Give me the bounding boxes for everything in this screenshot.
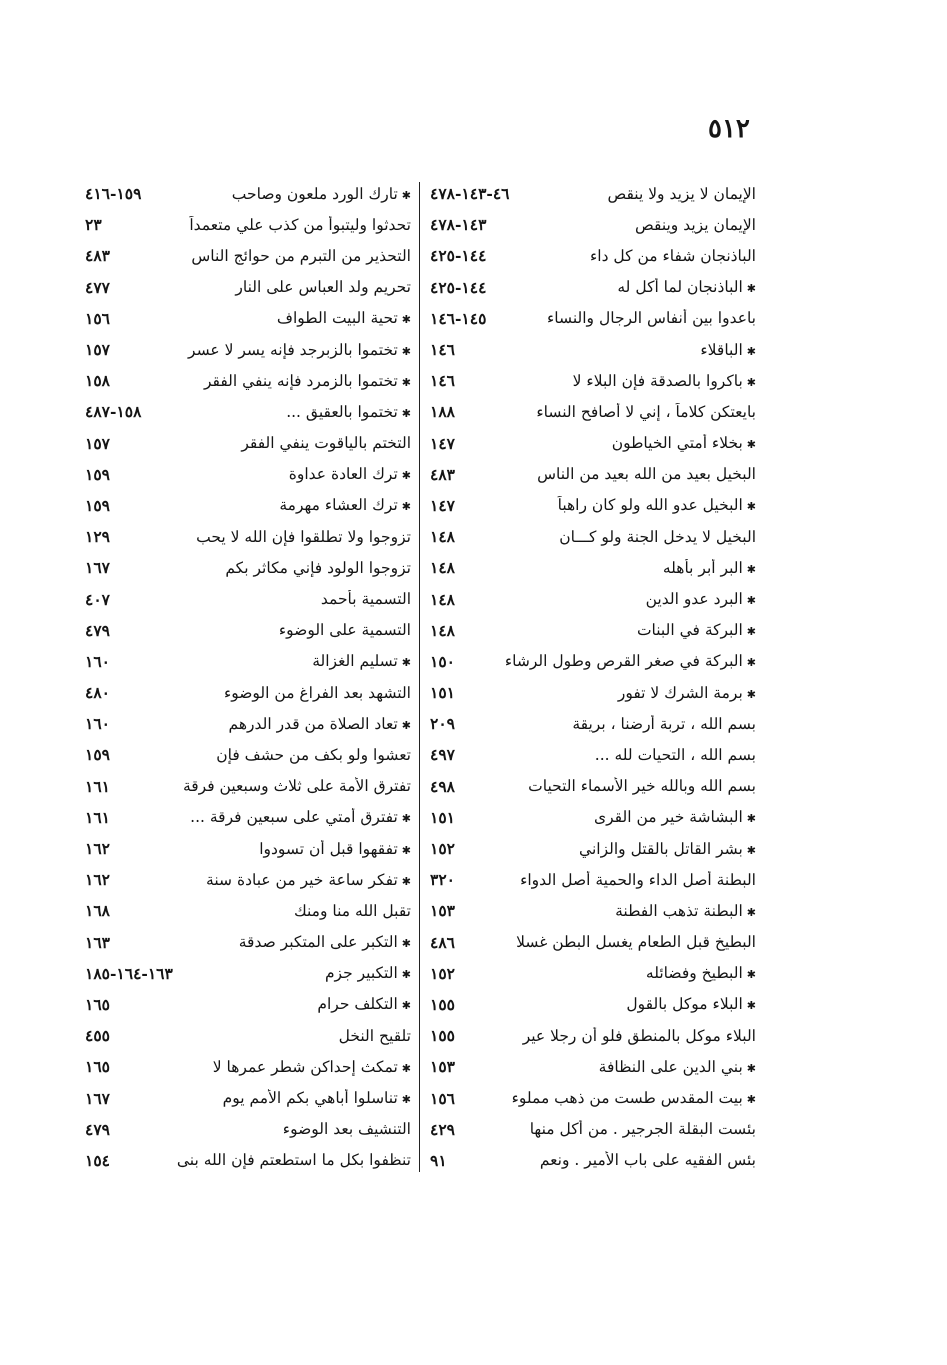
asterisk-icon: ✱ <box>746 375 756 389</box>
index-entry <box>85 459 411 490</box>
index-entry <box>430 459 756 490</box>
index-entry <box>85 739 411 770</box>
entry-page-numbers: ١٦٥ <box>85 1057 110 1077</box>
index-entry <box>430 1082 756 1113</box>
entry-page-numbers: ١٥٢ <box>430 963 455 983</box>
index-entry <box>430 303 756 334</box>
entry-label: بشر القاتل بالقتل والزاني <box>579 839 743 858</box>
asterisk-icon: ✱ <box>401 968 411 982</box>
entry-text <box>118 933 411 951</box>
index-entry <box>430 927 756 958</box>
entry-text <box>463 1027 756 1045</box>
entry-label: تلقيح النخل <box>338 1026 411 1045</box>
entry-page-numbers: ١٤٦ <box>430 371 455 391</box>
entry-text <box>463 621 756 639</box>
entry-text <box>118 652 411 670</box>
entry-text <box>463 559 756 577</box>
index-entry <box>430 646 756 677</box>
entry-page-numbers: ٤٧٩ <box>85 1119 110 1139</box>
asterisk-icon: ✱ <box>401 500 411 514</box>
entry-label: تحدثوا وليتبوأ من كذب علي متعمداً <box>189 215 411 234</box>
asterisk-icon: ✱ <box>746 438 756 452</box>
entry-text <box>463 496 756 514</box>
entry-label: تزوجوا ولا تطلقوا فإن الله لا يحب <box>196 527 411 546</box>
entry-page-numbers: ١٨٨ <box>430 402 455 422</box>
entry-page-numbers: ١٥٢ <box>430 839 455 859</box>
entry-text <box>118 278 411 296</box>
index-column-right <box>430 178 756 1176</box>
entry-label: تفترق الأمة على ثلاث وسبعين فرقة <box>182 777 411 796</box>
index-entry <box>85 895 411 926</box>
entry-page-numbers: ١٦٣ <box>85 932 110 952</box>
entry-text <box>118 309 411 327</box>
entry-text <box>463 777 756 795</box>
index-entry <box>430 428 756 459</box>
entry-page-numbers: ١٥٨-٤٨٧ <box>85 402 142 422</box>
entry-text <box>118 995 411 1013</box>
entry-page-numbers: ١٥٩ <box>85 464 110 484</box>
entry-label: تفكر ساعة خير من عبادة سنة <box>206 870 398 889</box>
entry-label: الباقلاء <box>700 340 743 359</box>
entry-page-numbers: ٤٨٦ <box>430 932 455 952</box>
index-entry <box>85 989 411 1020</box>
entry-label: ترك العشاء مهرمة <box>279 496 398 515</box>
entry-label: البخيل بعيد من الله بعيد من الناس <box>537 465 756 484</box>
index-entry <box>85 771 411 802</box>
entry-page-numbers: ٤٠٧ <box>85 589 110 609</box>
entry-page-numbers: ٤٧٧ <box>85 277 110 297</box>
entry-label: التشهد بعد الفراغ من الوضوء <box>223 683 411 702</box>
entry-label: تقبل الله منا ومنك <box>293 901 411 920</box>
entry-text <box>118 1089 411 1107</box>
entry-text <box>463 403 756 421</box>
entry-text <box>118 808 411 826</box>
index-entry <box>85 209 411 240</box>
entry-label: تختموا بالزمرد فإنه ينفي الفقر <box>203 371 398 390</box>
entry-text <box>118 528 411 546</box>
entry-page-numbers: ١٦٠ <box>85 651 110 671</box>
entry-label: البخيل عدو الله ولو كان راهباً <box>557 496 743 515</box>
index-entry <box>85 1020 411 1051</box>
entry-label: بسم الله ، تربة أرضنا ، بريقة <box>572 714 756 733</box>
entry-text <box>463 341 756 359</box>
asterisk-icon: ✱ <box>401 843 411 857</box>
entry-label: البرد عدو الدين <box>645 590 743 609</box>
entry-text <box>118 496 411 514</box>
index-entry <box>85 646 411 677</box>
asterisk-icon: ✱ <box>401 812 411 826</box>
entry-text <box>118 465 411 483</box>
entry-text <box>118 1120 411 1138</box>
entry-page-numbers: ١٥٥ <box>430 1026 455 1046</box>
entry-label: تعشوا ولو بكف من حشف فإن <box>216 745 411 764</box>
asterisk-icon: ✱ <box>401 313 411 327</box>
entry-page-numbers: ٤٥٥ <box>85 1026 110 1046</box>
entry-page-numbers: ٢٠٩ <box>430 714 455 734</box>
asterisk-icon: ✱ <box>746 968 756 982</box>
asterisk-icon: ✱ <box>746 344 756 358</box>
entry-text <box>118 372 411 390</box>
entry-page-numbers: ١٥٦ <box>430 1088 455 1108</box>
index-entry <box>430 708 756 739</box>
index-entry <box>85 521 411 552</box>
index-entry <box>430 1051 756 1082</box>
entry-text <box>110 216 411 234</box>
entry-text <box>463 1120 756 1138</box>
entry-page-numbers: ٤٨٠ <box>85 683 110 703</box>
entry-text <box>463 465 756 483</box>
entry-label: بني الدين على النظافة <box>598 1057 743 1076</box>
entry-page-numbers: ١٥٦ <box>85 308 110 328</box>
entry-label: الباذنجان لما أكل له <box>617 278 743 297</box>
entry-text <box>463 964 756 982</box>
entry-page-numbers: ١٥٧ <box>85 340 110 360</box>
index-entry <box>430 396 756 427</box>
index-entry <box>430 583 756 614</box>
entry-page-numbers: ١٦٥ <box>85 994 110 1014</box>
entry-text <box>455 1151 756 1169</box>
asterisk-icon: ✱ <box>401 999 411 1013</box>
index-column-left <box>85 178 411 1176</box>
entry-text <box>463 528 756 546</box>
index-entry <box>430 989 756 1020</box>
index-entry <box>85 1051 411 1082</box>
index-entry <box>85 1114 411 1145</box>
asterisk-icon: ✱ <box>401 188 411 202</box>
entry-page-numbers: ١٤٦ <box>430 340 455 360</box>
index-entry <box>85 552 411 583</box>
entry-page-numbers: ١٤٥-١٤٦ <box>430 308 487 328</box>
index-entry <box>430 334 756 365</box>
entry-text <box>463 715 756 733</box>
asterisk-icon: ✱ <box>401 656 411 670</box>
entry-label: البلاء موكل بالمنطق فلو أن رجلا عير <box>522 1026 756 1045</box>
entry-page-numbers: ١٦١ <box>85 807 110 827</box>
index-entry <box>85 615 411 646</box>
asterisk-icon: ✱ <box>746 843 756 857</box>
entry-page-numbers: ١٢٩ <box>85 527 110 547</box>
entry-page-numbers: ٩١ <box>430 1150 447 1170</box>
asterisk-icon: ✱ <box>746 562 756 576</box>
entry-text <box>463 871 756 889</box>
page-number: ٥١٢ <box>708 114 750 144</box>
index-entry <box>430 958 756 989</box>
entry-label: تحريم ولد العباس على النار <box>235 278 411 297</box>
index-entry <box>85 303 411 334</box>
index-entry <box>85 833 411 864</box>
column-divider <box>419 182 420 1172</box>
entry-page-numbers: ١٦٧ <box>85 1088 110 1108</box>
index-entry <box>85 864 411 895</box>
index-entry <box>430 1114 756 1145</box>
entry-label: التسمية على الوضوء <box>278 621 411 640</box>
entry-text <box>463 1089 756 1107</box>
entry-label: البركة في صغر القرص وطول الرشاء <box>504 652 743 671</box>
asterisk-icon: ✱ <box>746 1093 756 1107</box>
index-entry <box>430 521 756 552</box>
entry-label: بئست البقلة الجرجير . من أكل منها <box>529 1120 756 1139</box>
entry-page-numbers: ١٤٧ <box>430 495 455 515</box>
entry-text <box>149 185 411 203</box>
entry-label: تناسلوا أباهي بكم الأمم يوم <box>222 1089 398 1108</box>
index-entry <box>85 583 411 614</box>
entry-text <box>494 309 756 327</box>
entry-page-numbers: ١٤٤-٤٢٥ <box>430 246 487 266</box>
entry-text <box>463 808 756 826</box>
index-entry <box>430 490 756 521</box>
entry-label: التكبر على المتكبر صدقة <box>238 933 398 952</box>
entry-label: بايعتكن كلاماً ، إني لا أصافح النساء <box>536 402 756 421</box>
index-entry <box>85 428 411 459</box>
asterisk-icon: ✱ <box>401 406 411 420</box>
entry-label: تحية البيت الطواف <box>276 309 398 328</box>
index-entry <box>430 771 756 802</box>
entry-label: برمة الشرك لا تفور <box>617 683 743 702</box>
entry-label: البطنة أصل الداء والحمية أصل الدواء <box>520 870 756 889</box>
index-entry <box>85 708 411 739</box>
entry-text <box>118 247 411 265</box>
entry-page-numbers: ١٥٩ <box>85 495 110 515</box>
entry-label: الإيمان لا يزيد ولا ينقص <box>607 184 756 203</box>
entry-label: تختموا بالعقيق ... <box>286 402 398 421</box>
entry-text <box>463 652 756 670</box>
index-entry <box>85 927 411 958</box>
entry-text <box>463 684 756 702</box>
entry-text <box>463 840 756 858</box>
index-entry <box>85 178 411 209</box>
entry-page-numbers: ٤٩٨ <box>430 776 455 796</box>
entry-label: بئس الفقيه على باب الأمير . ونعم <box>539 1151 756 1170</box>
entry-label: البشاشة خير من القرى <box>593 808 743 827</box>
index-entry <box>430 240 756 271</box>
entry-text <box>463 372 756 390</box>
entry-page-numbers: ١٥٨ <box>85 371 110 391</box>
entry-page-numbers: ١٥٥ <box>430 994 455 1014</box>
entry-label: باعدوا بين أنفاس الرجال والنساء <box>547 309 756 328</box>
entry-label: الباذنجان شفاء من كل داء <box>589 246 756 265</box>
entry-page-numbers: ١٤٨ <box>430 589 455 609</box>
entry-page-numbers: ١٤٨ <box>430 620 455 640</box>
index-entry <box>430 365 756 396</box>
entry-page-numbers: ١٥٩-٤١٦ <box>85 184 142 204</box>
entry-text <box>118 434 411 452</box>
index-entry <box>430 1145 756 1176</box>
asterisk-icon: ✱ <box>746 625 756 639</box>
entry-text <box>118 1058 411 1076</box>
entry-label: الإيمان يزيد وينقص <box>634 215 756 234</box>
entry-label: بخلاء أمتي الخياطون <box>611 434 743 453</box>
index-entry <box>430 802 756 833</box>
entry-page-numbers: ١٥٣ <box>430 1057 455 1077</box>
index-entry <box>430 552 756 583</box>
entry-text <box>118 746 411 764</box>
asterisk-icon: ✱ <box>746 282 756 296</box>
asterisk-icon: ✱ <box>746 999 756 1013</box>
entry-text <box>463 434 756 452</box>
entry-text <box>518 185 757 203</box>
entry-page-numbers: ١٥١ <box>430 683 455 703</box>
entry-label: البر أبر بأهله <box>662 558 743 577</box>
index-entry <box>85 365 411 396</box>
entry-page-numbers: ٤٩٧ <box>430 745 455 765</box>
entry-label: تمكث إحداكن شطر عمرها لا <box>212 1057 398 1076</box>
asterisk-icon: ✱ <box>401 1061 411 1075</box>
entry-label: التحذير من التبرم من حوائج الناس <box>191 246 411 265</box>
index-entry <box>430 739 756 770</box>
entry-page-numbers: ١٤٨ <box>430 558 455 578</box>
index-entry <box>430 615 756 646</box>
entry-text <box>181 964 411 982</box>
entry-text <box>494 278 756 296</box>
entry-label: البركة في البنات <box>636 621 743 640</box>
entry-page-numbers: ٤٨٣ <box>85 246 110 266</box>
entry-page-numbers: ١٥١ <box>430 807 455 827</box>
asterisk-icon: ✱ <box>746 656 756 670</box>
entry-page-numbers: ٤٦-١٤٣-٤٧٨ <box>430 184 510 204</box>
asterisk-icon: ✱ <box>746 905 756 919</box>
entry-text <box>118 871 411 889</box>
index-entry <box>85 1082 411 1113</box>
entry-text <box>118 341 411 359</box>
asterisk-icon: ✱ <box>401 344 411 358</box>
entry-text <box>494 247 756 265</box>
entry-text <box>118 902 411 920</box>
entry-label: باكروا بالصدقة فإن البلاء لا <box>572 371 743 390</box>
entry-page-numbers: ١٥٣ <box>430 901 455 921</box>
entry-text <box>149 403 411 421</box>
entry-label: البطيخ قبل الطعام يغسل البطن غسلا <box>516 933 756 952</box>
entry-label: البخيل لا يدخل الجنة ولو كـــان <box>559 527 756 546</box>
entry-text <box>463 1058 756 1076</box>
index-entry <box>430 677 756 708</box>
entry-page-numbers: ١٥٤ <box>85 1150 110 1170</box>
asterisk-icon: ✱ <box>401 1093 411 1107</box>
index-entry <box>85 490 411 521</box>
entry-page-numbers: ١٦٠ <box>85 714 110 734</box>
entry-label: بسم الله ، التحيات لله ... <box>594 745 756 764</box>
index-entry <box>430 1020 756 1051</box>
entry-page-numbers: ١٤٣-٤٧٨ <box>430 215 487 235</box>
entry-text <box>494 216 756 234</box>
entry-label: التنشيف بعد الوضوء <box>282 1120 411 1139</box>
index-entry <box>85 272 411 303</box>
entry-page-numbers: ١٦١ <box>85 776 110 796</box>
entry-label: التختم بالياقوت ينفي الفقر <box>241 434 411 453</box>
entry-label: التكبير جزم <box>324 964 398 983</box>
asterisk-icon: ✱ <box>401 469 411 483</box>
entry-page-numbers: ١٦٧ <box>85 558 110 578</box>
entry-label: البطيخ وفضائله <box>645 964 743 983</box>
entry-page-numbers: ١٥٧ <box>85 433 110 453</box>
entry-label: تسليم الغزالة <box>312 652 398 671</box>
entry-page-numbers: ٤٢٩ <box>430 1119 455 1139</box>
index-entry <box>430 178 756 209</box>
entry-page-numbers: ١٤٧ <box>430 433 455 453</box>
entry-text <box>118 684 411 702</box>
entry-page-numbers: ١٦٣-١٦٤-١٨٥ <box>85 963 173 983</box>
entry-label: تختموا بالزبرجد فإنه يسر لا عسر <box>188 340 398 359</box>
asterisk-icon: ✱ <box>401 874 411 888</box>
asterisk-icon: ✱ <box>401 375 411 389</box>
entry-label: التسمية بأحمد <box>320 590 411 609</box>
entry-label: تفقهوا قبل أن تسودوا <box>259 839 398 858</box>
asterisk-icon: ✱ <box>746 594 756 608</box>
entry-label: تنظفوا بكل ما استطعتم فإن الله بنى <box>176 1151 411 1170</box>
entry-text <box>118 1027 411 1045</box>
index-entry <box>85 334 411 365</box>
entry-page-numbers: ٤٨٣ <box>430 464 455 484</box>
asterisk-icon: ✱ <box>746 812 756 826</box>
entry-page-numbers: ١٥٠ <box>430 651 455 671</box>
entry-text <box>118 1151 411 1169</box>
index-entry <box>85 802 411 833</box>
index-entry <box>430 864 756 895</box>
entry-label: تارك الورد ملعون وصاحب <box>231 184 398 203</box>
index-entry <box>430 272 756 303</box>
entry-text <box>463 902 756 920</box>
index-entry <box>430 209 756 240</box>
index-entry <box>85 1145 411 1176</box>
entry-page-numbers: ١٤٨ <box>430 527 455 547</box>
entry-label: بسم الله وبالله خير الأسماء التحيات <box>528 777 756 796</box>
entry-page-numbers: ١٤٤-٤٢٥ <box>430 277 487 297</box>
index-entry <box>85 677 411 708</box>
entry-text <box>463 590 756 608</box>
entry-label: تعاد الصلاة من قدر الدرهم <box>228 714 398 733</box>
index-entry <box>85 958 411 989</box>
entry-label: تزوجوا الولود فإني مكاثر بكم <box>225 558 411 577</box>
entry-label: بيت المقدس طست من ذهب مملوء <box>511 1089 743 1108</box>
entry-label: تفترق أمتي على سبعين فرقة ... <box>190 808 398 827</box>
entry-page-numbers: ٣٢٠ <box>430 870 455 890</box>
entry-page-numbers: ١٦٢ <box>85 839 110 859</box>
entry-label: ترك العادة عداوة <box>288 465 398 484</box>
entry-page-numbers: ٤٧٩ <box>85 620 110 640</box>
entry-text <box>118 840 411 858</box>
entry-page-numbers: ١٥٩ <box>85 745 110 765</box>
entry-text <box>118 715 411 733</box>
entry-page-numbers: ٢٣ <box>85 215 102 235</box>
entry-page-numbers: ١٦٨ <box>85 901 110 921</box>
index-entry <box>430 895 756 926</box>
entry-text <box>463 746 756 764</box>
entry-label: التكلف حرام <box>317 995 398 1014</box>
entry-text <box>463 933 756 951</box>
asterisk-icon: ✱ <box>746 1061 756 1075</box>
entry-label: البلاء موكل بالقول <box>626 995 743 1014</box>
index-entry <box>430 833 756 864</box>
index-entry <box>85 240 411 271</box>
asterisk-icon: ✱ <box>401 718 411 732</box>
entry-text <box>463 995 756 1013</box>
entry-text <box>118 777 411 795</box>
asterisk-icon: ✱ <box>746 687 756 701</box>
asterisk-icon: ✱ <box>401 937 411 951</box>
index-entry <box>85 396 411 427</box>
entry-label: البطنة تذهب الفطنة <box>615 901 743 920</box>
entry-text <box>118 621 411 639</box>
entry-text <box>118 559 411 577</box>
asterisk-icon: ✱ <box>746 500 756 514</box>
entry-page-numbers: ١٦٢ <box>85 870 110 890</box>
entry-text <box>118 590 411 608</box>
